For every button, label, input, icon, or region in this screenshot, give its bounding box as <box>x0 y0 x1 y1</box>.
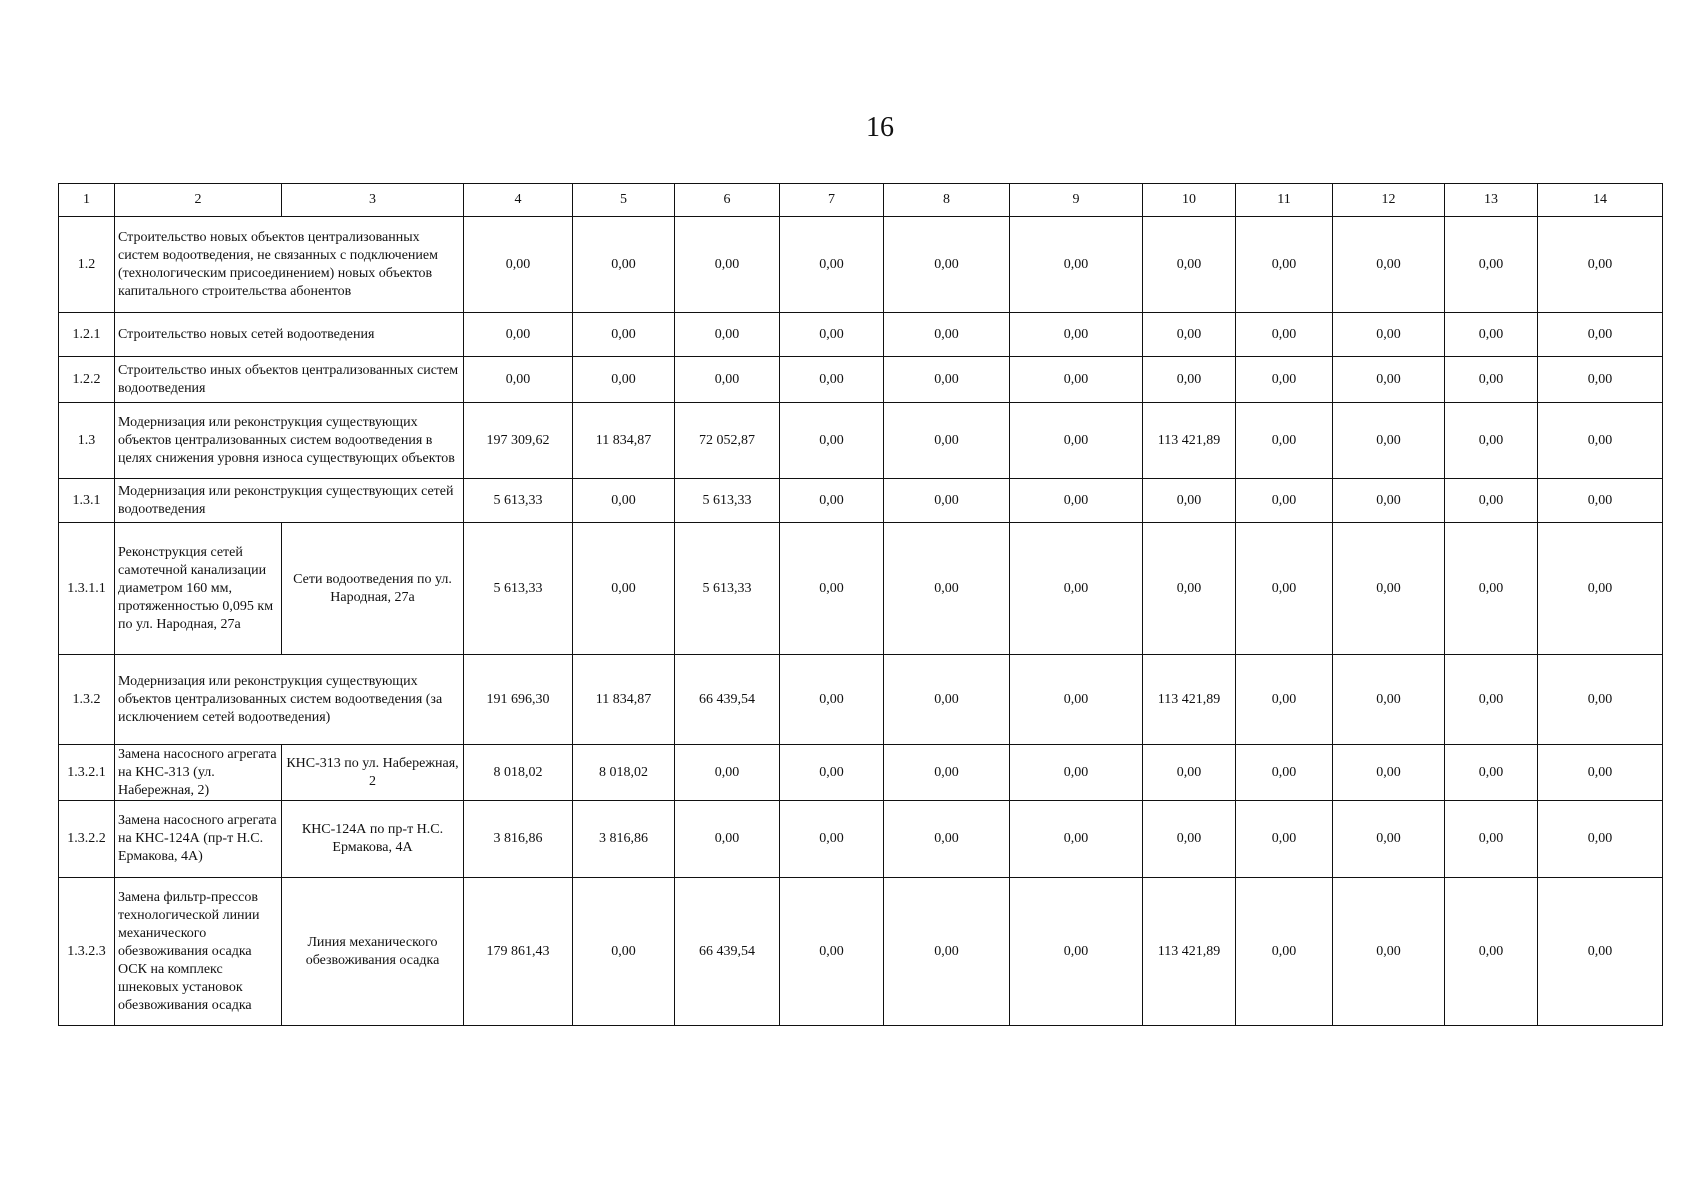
value-cell: 0,00 <box>884 403 1010 479</box>
value-cell: 0,00 <box>1236 745 1333 801</box>
row-name: Строительство новых сетей водоотведения <box>115 313 464 357</box>
value-cell: 0,00 <box>464 313 573 357</box>
value-cell: 72 052,87 <box>675 403 780 479</box>
value-cell: 0,00 <box>780 217 884 313</box>
value-cell: 0,00 <box>884 745 1010 801</box>
row-object-address: КНС-124А по пр-т Н.С. Ермакова, 4А <box>282 801 464 878</box>
value-cell: 113 421,89 <box>1143 655 1236 745</box>
value-cell: 0,00 <box>1010 479 1143 523</box>
value-cell: 0,00 <box>1333 523 1445 655</box>
row-number: 1.2 <box>59 217 115 313</box>
value-cell: 0,00 <box>884 878 1010 1026</box>
value-cell: 0,00 <box>675 313 780 357</box>
value-cell: 0,00 <box>1333 403 1445 479</box>
value-cell: 0,00 <box>1538 403 1663 479</box>
row-name: Строительство иных объектов централизованных систем водоотведения <box>115 357 464 403</box>
value-cell: 0,00 <box>1010 403 1143 479</box>
table-row <box>59 745 1663 801</box>
value-cell: 0,00 <box>780 313 884 357</box>
value-cell: 0,00 <box>1538 745 1663 801</box>
value-cell: 3 816,86 <box>464 801 573 878</box>
row-number: 1.3.1.1 <box>59 523 115 655</box>
value-cell: 0,00 <box>780 479 884 523</box>
row-name: Замена насосного агрегата на КНС-124А (пр-т Н.С. Ермакова, 4А) <box>115 801 282 878</box>
row-number: 1.2.2 <box>59 357 115 403</box>
value-cell: 0,00 <box>884 357 1010 403</box>
value-cell: 8 018,02 <box>573 745 675 801</box>
header-cell: 13 <box>1445 184 1538 217</box>
value-cell: 0,00 <box>1143 313 1236 357</box>
value-cell: 0,00 <box>1445 479 1538 523</box>
row-name: Замена насосного агрегата на КНС-313 (ул. Набережная, 2) <box>115 745 282 801</box>
value-cell: 0,00 <box>1236 357 1333 403</box>
value-cell: 0,00 <box>1010 357 1143 403</box>
value-cell: 0,00 <box>1538 479 1663 523</box>
header-cell: 9 <box>1010 184 1143 217</box>
value-cell: 0,00 <box>1333 801 1445 878</box>
value-cell: 0,00 <box>1010 801 1143 878</box>
value-cell: 0,00 <box>1333 357 1445 403</box>
value-cell: 0,00 <box>780 801 884 878</box>
value-cell: 0,00 <box>1236 655 1333 745</box>
table-row <box>59 479 1663 523</box>
header-cell: 2 <box>115 184 282 217</box>
row-number: 1.3.2.1 <box>59 745 115 801</box>
value-cell: 5 613,33 <box>675 479 780 523</box>
value-cell: 0,00 <box>1236 403 1333 479</box>
value-cell: 0,00 <box>1236 479 1333 523</box>
value-cell: 0,00 <box>1333 313 1445 357</box>
value-cell: 0,00 <box>1236 801 1333 878</box>
value-cell: 0,00 <box>1010 523 1143 655</box>
value-cell: 0,00 <box>1445 357 1538 403</box>
value-cell: 0,00 <box>1538 655 1663 745</box>
value-cell: 0,00 <box>464 217 573 313</box>
value-cell: 0,00 <box>1236 523 1333 655</box>
value-cell: 0,00 <box>1445 217 1538 313</box>
value-cell: 0,00 <box>1538 801 1663 878</box>
table-row <box>59 801 1663 878</box>
row-name: Модернизация или реконструкция существующих объектов централизованных систем водоотведения в целях снижения уровня износа существующих объектов <box>115 403 464 479</box>
value-cell: 0,00 <box>573 523 675 655</box>
value-cell: 179 861,43 <box>464 878 573 1026</box>
row-name: Замена фильтр-прессов технологической линии механического обезвоживания осадка ОСК на комплекс шнековых установок обезвоживания осадка <box>115 878 282 1026</box>
table-row <box>59 878 1663 1026</box>
value-cell: 0,00 <box>884 801 1010 878</box>
value-cell: 5 613,33 <box>675 523 780 655</box>
value-cell: 0,00 <box>1333 745 1445 801</box>
value-cell: 0,00 <box>1143 745 1236 801</box>
value-cell: 0,00 <box>1538 217 1663 313</box>
value-cell: 0,00 <box>1445 745 1538 801</box>
value-cell: 0,00 <box>573 357 675 403</box>
value-cell: 0,00 <box>1010 745 1143 801</box>
header-cell: 14 <box>1538 184 1663 217</box>
value-cell: 0,00 <box>884 479 1010 523</box>
row-object-address: Сети водоотведения по ул. Народная, 27а <box>282 523 464 655</box>
header-cell: 4 <box>464 184 573 217</box>
page-number: 16 <box>866 112 894 143</box>
investment-table <box>58 183 1663 1026</box>
value-cell: 11 834,87 <box>573 403 675 479</box>
value-cell: 0,00 <box>573 313 675 357</box>
row-number: 1.2.1 <box>59 313 115 357</box>
value-cell: 113 421,89 <box>1143 878 1236 1026</box>
value-cell: 0,00 <box>675 357 780 403</box>
value-cell: 3 816,86 <box>573 801 675 878</box>
value-cell: 0,00 <box>675 745 780 801</box>
row-number: 1.3.2.2 <box>59 801 115 878</box>
value-cell: 0,00 <box>1236 217 1333 313</box>
table-row <box>59 313 1663 357</box>
value-cell: 0,00 <box>780 403 884 479</box>
value-cell: 66 439,54 <box>675 878 780 1026</box>
header-cell: 8 <box>884 184 1010 217</box>
value-cell: 5 613,33 <box>464 523 573 655</box>
value-cell: 0,00 <box>1333 655 1445 745</box>
value-cell: 0,00 <box>1143 357 1236 403</box>
value-cell: 0,00 <box>1445 313 1538 357</box>
value-cell: 0,00 <box>573 479 675 523</box>
value-cell: 0,00 <box>464 357 573 403</box>
value-cell: 0,00 <box>780 655 884 745</box>
table-row <box>59 403 1663 479</box>
value-cell: 0,00 <box>1538 523 1663 655</box>
value-cell: 0,00 <box>573 878 675 1026</box>
value-cell: 11 834,87 <box>573 655 675 745</box>
row-number: 1.3.2 <box>59 655 115 745</box>
header-cell: 1 <box>59 184 115 217</box>
value-cell: 0,00 <box>1538 313 1663 357</box>
header-cell: 3 <box>282 184 464 217</box>
value-cell: 0,00 <box>780 523 884 655</box>
table-row <box>59 523 1663 655</box>
header-cell: 10 <box>1143 184 1236 217</box>
value-cell: 0,00 <box>1445 523 1538 655</box>
value-cell: 0,00 <box>1333 217 1445 313</box>
row-number: 1.3 <box>59 403 115 479</box>
value-cell: 0,00 <box>780 357 884 403</box>
value-cell: 197 309,62 <box>464 403 573 479</box>
value-cell: 0,00 <box>1445 403 1538 479</box>
value-cell: 66 439,54 <box>675 655 780 745</box>
header-cell: 11 <box>1236 184 1333 217</box>
value-cell: 0,00 <box>675 217 780 313</box>
header-row <box>59 184 1663 217</box>
row-object-address: КНС-313 по ул. Набережная, 2 <box>282 745 464 801</box>
value-cell: 0,00 <box>884 217 1010 313</box>
value-cell: 0,00 <box>1010 313 1143 357</box>
row-number: 1.3.2.3 <box>59 878 115 1026</box>
value-cell: 0,00 <box>675 801 780 878</box>
value-cell: 0,00 <box>884 655 1010 745</box>
table-row <box>59 217 1663 313</box>
header-cell: 5 <box>573 184 675 217</box>
value-cell: 0,00 <box>1538 878 1663 1026</box>
value-cell: 0,00 <box>884 313 1010 357</box>
value-cell: 0,00 <box>1236 313 1333 357</box>
value-cell: 0,00 <box>1445 801 1538 878</box>
value-cell: 191 696,30 <box>464 655 573 745</box>
value-cell: 0,00 <box>1538 357 1663 403</box>
value-cell: 0,00 <box>780 878 884 1026</box>
header-cell: 12 <box>1333 184 1445 217</box>
value-cell: 0,00 <box>573 217 675 313</box>
row-name: Реконструкция сетей самотечной канализации диаметром 160 мм, протяженностью 0,095 км по ул. Народная, 27а <box>115 523 282 655</box>
row-name: Модернизация или реконструкция существующих сетей водоотведения <box>115 479 464 523</box>
value-cell: 0,00 <box>780 745 884 801</box>
value-cell: 0,00 <box>1010 878 1143 1026</box>
row-number: 1.3.1 <box>59 479 115 523</box>
value-cell: 5 613,33 <box>464 479 573 523</box>
value-cell: 0,00 <box>1445 655 1538 745</box>
row-object-address: Линия механического обезвоживания осадка <box>282 878 464 1026</box>
value-cell: 0,00 <box>1143 217 1236 313</box>
value-cell: 0,00 <box>1010 655 1143 745</box>
value-cell: 0,00 <box>1333 479 1445 523</box>
value-cell: 0,00 <box>1333 878 1445 1026</box>
table-row <box>59 357 1663 403</box>
value-cell: 113 421,89 <box>1143 403 1236 479</box>
row-name: Строительство новых объектов централизованных систем водоотведения, не связанных с подключением (технологическим присоединением) новых объектов капитального строительства абонентов <box>115 217 464 313</box>
table-row <box>59 655 1663 745</box>
header-cell: 6 <box>675 184 780 217</box>
value-cell: 8 018,02 <box>464 745 573 801</box>
value-cell: 0,00 <box>1236 878 1333 1026</box>
value-cell: 0,00 <box>1143 479 1236 523</box>
value-cell: 0,00 <box>1143 801 1236 878</box>
header-cell: 7 <box>780 184 884 217</box>
value-cell: 0,00 <box>1010 217 1143 313</box>
value-cell: 0,00 <box>884 523 1010 655</box>
value-cell: 0,00 <box>1143 523 1236 655</box>
value-cell: 0,00 <box>1445 878 1538 1026</box>
row-name: Модернизация или реконструкция существующих объектов централизованных систем водоотведения (за исключением сетей водоотведения) <box>115 655 464 745</box>
